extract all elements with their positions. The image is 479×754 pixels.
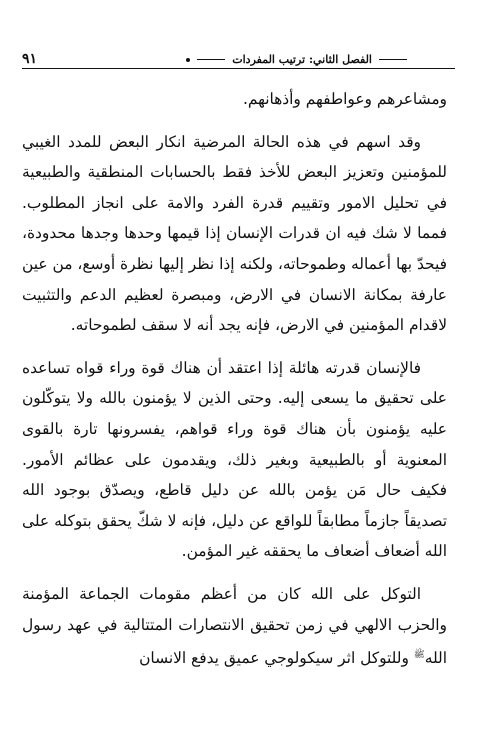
paragraph-3 xyxy=(22,579,447,674)
paragraph-2: فالإنسان قدرته هائلة إذا اعتقد أن هناك قوة وراء قواه تساعده على تحقيق ما يسعى إليه. وحتى الذين لا يؤمنون بالله ولا يتوكّلون عليه يؤمنون بأن هناك قوة وراء قواهم، يفسرونها تارة بالقوى المعنوية أو بالطبيعية وبغير ذلك، ويقدمون على عظائم الأمور. فكيف حال مَن يؤمن بالله عن دليل قاطع، ويصدّق بوجود الله تصديقاً جازماً مطابقاً للواقع عن دليل، فإنه لا شكّ يحقق بتوكله على الله أضعاف أضعاف ما يحققه غير المؤمن. xyxy=(22,358,447,561)
page-header xyxy=(22,40,455,69)
header-dot xyxy=(186,58,190,62)
paragraph-3-tail: وللتوكل اثر سيكولوجي عميق يدفع الانسان xyxy=(139,649,409,668)
salawat-mark: ﷺ xyxy=(413,650,425,661)
running-title-text: الفصل الثاني: ترتيب المفردات xyxy=(232,53,372,66)
paragraph-3-text: التوكل على الله كان من أعظم مقومات الجماعة المؤمنة والحزب الالهي في زمن تحقيق الانتصارات المتتالية في عهد رسول الله xyxy=(22,584,447,668)
body-text xyxy=(22,84,447,674)
paragraph-continuation: ومشاعرهم وعواطفهم وأذهانهم. xyxy=(242,90,447,108)
page-number: ٩١ xyxy=(22,51,38,67)
header-rule-right xyxy=(379,59,407,60)
header-rule-left xyxy=(197,59,225,60)
paragraph-1: وقد اسهم في هذه الحالة المرضية انكار البعض للمدد الغيبي للمؤمنين وتعزيز البعض للأخذ فقط بالحسابات المنطقية والطبيعية في تحليل الامور وتقييم قدرة الفرد والامة على انجاز المطلوب. فمما لا شك فيه ان قدرات الإنسان إذا قيمها وحدها وجدها محدودة، فيحدّ بها أعماله وطموحاته، ولكنه إذا نظر إليها نظرة أوسع، من عين عارفة بمكانة الانسان في الارض، ومبصرة لعظيم الدعم والتثبيت لاقدام المؤمنين في الارض، فإنه يجد أنه لا سقف لطموحاته. xyxy=(22,132,447,335)
running-title xyxy=(186,53,407,66)
